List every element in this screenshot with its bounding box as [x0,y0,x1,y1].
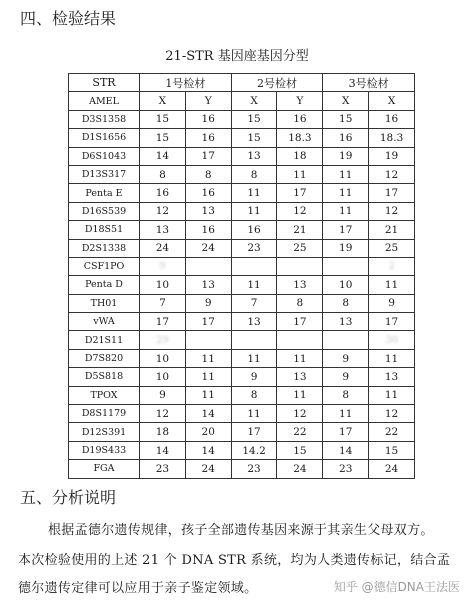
table-row [69,165,415,183]
table-row [69,386,415,404]
allele-cell: 11 [323,405,369,423]
table-row [69,405,415,423]
allele-cell: 11 [277,386,323,404]
allele-cell: 13 [185,276,231,294]
zhihu-watermark: 知乎 @德信DNA王法医 [333,580,460,594]
allele-cell: 16 [185,129,231,147]
allele-cell: 8 [277,294,323,312]
allele-cell: 13 [231,313,277,331]
table-row [69,294,415,312]
locus-cell: vWA [69,313,140,331]
allele-cell: 17 [369,313,415,331]
allele-cell: 15 [277,441,323,459]
allele-cell: Y [185,92,231,110]
allele-cell: X [231,92,277,110]
allele-cell: 11 [323,165,369,183]
allele-cell: 9 [140,257,186,275]
locus-cell: Penta D [69,276,140,294]
table-row [69,92,415,110]
locus-cell: D3S1358 [69,110,140,128]
allele-cell: 8 [231,165,277,183]
locus-cell: Penta E [69,184,140,202]
header-str: STR [69,74,140,92]
allele-cell: 17 [185,147,231,165]
allele-cell [277,257,323,275]
allele-cell: 11 [231,349,277,367]
allele-cell: 13 [185,202,231,220]
allele-cell: 14.2 [231,441,277,459]
allele-cell: 24 [140,239,186,257]
allele-cell [277,331,323,349]
analysis-paragraph-2: 本次检验使用的上述 21 个 DNA STR 系统，均为人类遗传标记，结合孟 [18,553,451,568]
allele-cell: 30 [369,331,415,349]
allele-cell: 24 [185,239,231,257]
allele-cell: 11 [231,405,277,423]
allele-cell: 8 [231,386,277,404]
allele-cell: 23 [231,460,277,478]
allele-cell: 16 [323,129,369,147]
allele-cell: 19 [369,147,415,165]
allele-cell: 18.3 [369,129,415,147]
table-body [69,92,415,478]
allele-cell: 24 [185,460,231,478]
locus-cell: D12S391 [69,423,140,441]
table-row [69,129,415,147]
allele-cell: 16 [277,110,323,128]
allele-cell: 10 [140,368,186,386]
allele-cell: 13 [277,276,323,294]
allele-cell: 11 [323,184,369,202]
allele-cell: 13 [277,368,323,386]
allele-cell: X [140,92,186,110]
table-row [69,184,415,202]
allele-cell: 15 [231,129,277,147]
allele-cell: 8 [185,165,231,183]
allele-cell: 12 [140,202,186,220]
locus-cell: D8S1179 [69,405,140,423]
allele-cell: 10 [140,276,186,294]
locus-cell: TPOX [69,386,140,404]
locus-cell: AMEL [69,92,140,110]
analysis-paragraph-1: 根据孟德尔遗传规律，孩子全部遗传基因来源于其亲生父母双方。 [48,523,434,538]
allele-cell: 23 [140,460,186,478]
allele-cell: 16 [140,184,186,202]
table-header-row [69,74,415,92]
locus-cell: D18S51 [69,221,140,239]
allele-cell: 10 [140,349,186,367]
allele-cell: 17 [323,423,369,441]
allele-cell: 13 [231,147,277,165]
allele-cell: 9 [140,386,186,404]
allele-cell: 16 [185,221,231,239]
allele-cell: 20 [185,423,231,441]
allele-cell: 22 [277,423,323,441]
table-row [69,460,415,478]
locus-cell: CSF1PO [69,257,140,275]
allele-cell: 13 [323,313,369,331]
allele-cell [231,257,277,275]
allele-cell: 12 [369,202,415,220]
allele-cell: 16 [185,110,231,128]
allele-cell: 19 [323,147,369,165]
allele-cell: 9 [369,294,415,312]
allele-cell: 15 [323,110,369,128]
allele-cell: 12 [277,202,323,220]
str-genotype-table [68,73,415,479]
allele-cell: 17 [277,184,323,202]
allele-cell: 8 [323,294,369,312]
locus-cell: D2S1338 [69,239,140,257]
allele-cell: 9 [323,368,369,386]
analysis-paragraph-3: 德尔遗传定律可以应用于亲子鉴定领域。 [18,581,258,596]
allele-cell: 16 [231,221,277,239]
allele-cell [185,331,231,349]
allele-cell: 23 [323,460,369,478]
allele-cell: X [369,92,415,110]
table-row [69,221,415,239]
table-row [69,147,415,165]
allele-cell: 12 [369,405,415,423]
allele-cell: 8 [323,386,369,404]
table-row [69,441,415,459]
allele-cell [323,257,369,275]
allele-cell: 11 [369,349,415,367]
locus-cell: D1S1656 [69,129,140,147]
table-row [69,110,415,128]
allele-cell: 14 [185,441,231,459]
allele-cell: 16 [185,184,231,202]
allele-cell: 14 [323,441,369,459]
allele-cell: 11 [231,202,277,220]
header-sample-1: 1号检材 [140,74,232,92]
allele-cell: 9 [231,368,277,386]
allele-cell: 22 [369,423,415,441]
table-caption: 21-STR 基因座基因分型 [165,49,309,64]
allele-cell: 18 [277,147,323,165]
allele-cell: 19 [323,239,369,257]
table-row [69,239,415,257]
allele-cell: 7 [140,294,186,312]
allele-cell: 17 [231,423,277,441]
table-row [69,202,415,220]
allele-cell: 11 [323,202,369,220]
allele-cell: 11 [277,349,323,367]
allele-cell: 12 [277,405,323,423]
allele-cell: 15 [140,110,186,128]
allele-cell: 21 [369,221,415,239]
table-row [69,423,415,441]
allele-cell: 23 [231,239,277,257]
allele-cell: 11 [277,165,323,183]
locus-cell: D5S818 [69,368,140,386]
allele-cell: 2 [369,257,415,275]
allele-cell: 12 [369,165,415,183]
allele-cell: 14 [140,441,186,459]
table-row [69,313,415,331]
header-sample-2: 2号检材 [231,74,323,92]
locus-cell: D21S11 [69,331,140,349]
locus-cell: FGA [69,460,140,478]
allele-cell: 11 [185,368,231,386]
locus-cell: D13S317 [69,165,140,183]
allele-cell: 11 [231,276,277,294]
allele-cell: 9 [323,349,369,367]
table-row [69,276,415,294]
allele-cell: 11 [185,386,231,404]
allele-cell [185,257,231,275]
allele-cell [323,331,369,349]
table-row [69,368,415,386]
locus-cell: D6S1043 [69,147,140,165]
allele-cell: 25 [369,239,415,257]
allele-cell: X [323,92,369,110]
allele-cell: 11 [231,184,277,202]
allele-cell: 10 [323,276,369,294]
table-row [69,349,415,367]
allele-cell: 29 [140,331,186,349]
allele-cell: 13 [140,221,186,239]
allele-cell: 11 [369,276,415,294]
allele-cell: 15 [369,441,415,459]
section-4-heading: 四、检验结果 [20,9,117,28]
allele-cell: 15 [231,110,277,128]
table-row [69,331,415,349]
allele-cell: 25 [277,239,323,257]
allele-cell: 24 [369,460,415,478]
allele-cell: 11 [369,386,415,404]
locus-cell: D7S820 [69,349,140,367]
allele-cell: 15 [140,129,186,147]
allele-cell: 9 [185,294,231,312]
header-sample-3: 3号检材 [323,74,415,92]
allele-cell: 17 [369,184,415,202]
allele-cell: 14 [185,405,231,423]
allele-cell: 17 [277,313,323,331]
locus-cell: TH01 [69,294,140,312]
allele-cell: 8 [140,165,186,183]
allele-cell: 24 [277,460,323,478]
allele-cell: 11 [185,349,231,367]
table-row [69,257,415,275]
allele-cell: 17 [185,313,231,331]
allele-cell: 21 [277,221,323,239]
allele-cell: 12 [140,405,186,423]
allele-cell [231,331,277,349]
allele-cell: 18 [140,423,186,441]
allele-cell: 17 [323,221,369,239]
allele-cell: 14 [140,147,186,165]
section-5-heading: 五、分析说明 [20,488,117,507]
allele-cell: 7 [231,294,277,312]
allele-cell: 13 [369,368,415,386]
locus-cell: D16S539 [69,202,140,220]
locus-cell: D19S433 [69,441,140,459]
allele-cell: 17 [140,313,186,331]
allele-cell: Y [277,92,323,110]
allele-cell: 16 [369,110,415,128]
allele-cell: 18.3 [277,129,323,147]
